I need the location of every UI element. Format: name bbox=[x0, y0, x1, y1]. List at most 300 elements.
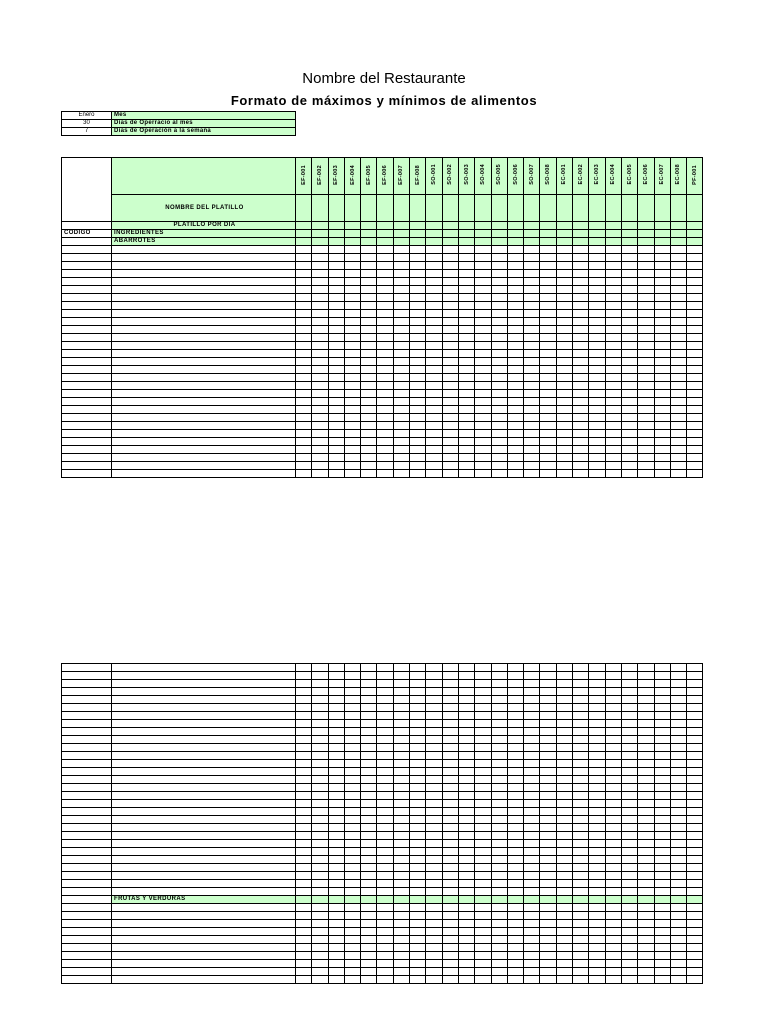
quantity-cell[interactable] bbox=[556, 728, 572, 736]
quantity-cell[interactable] bbox=[442, 262, 458, 270]
quantity-cell[interactable] bbox=[393, 230, 409, 238]
quantity-cell[interactable] bbox=[670, 270, 686, 278]
quantity-cell[interactable] bbox=[573, 816, 589, 824]
ingredient-cell[interactable] bbox=[112, 398, 296, 406]
quantity-cell[interactable] bbox=[556, 398, 572, 406]
quantity-cell[interactable] bbox=[442, 334, 458, 342]
quantity-cell[interactable] bbox=[491, 382, 507, 390]
quantity-cell[interactable] bbox=[377, 760, 393, 768]
quantity-cell[interactable] bbox=[393, 310, 409, 318]
quantity-cell[interactable] bbox=[344, 728, 360, 736]
quantity-cell[interactable] bbox=[491, 704, 507, 712]
quantity-cell[interactable] bbox=[491, 262, 507, 270]
quantity-cell[interactable] bbox=[524, 430, 540, 438]
quantity-cell[interactable] bbox=[605, 278, 621, 286]
quantity-cell[interactable] bbox=[687, 366, 703, 374]
dish-name-cell[interactable] bbox=[442, 195, 458, 222]
quantity-cell[interactable] bbox=[312, 238, 328, 246]
quantity-cell[interactable] bbox=[328, 318, 344, 326]
quantity-cell[interactable] bbox=[573, 720, 589, 728]
quantity-cell[interactable] bbox=[589, 872, 605, 880]
quantity-cell[interactable] bbox=[621, 278, 637, 286]
quantity-cell[interactable] bbox=[475, 334, 491, 342]
quantity-cell[interactable] bbox=[621, 438, 637, 446]
quantity-cell[interactable] bbox=[377, 968, 393, 976]
quantity-cell[interactable] bbox=[410, 704, 426, 712]
quantity-cell[interactable] bbox=[654, 720, 670, 728]
ingredient-cell[interactable] bbox=[112, 904, 296, 912]
code-cell[interactable] bbox=[62, 848, 112, 856]
quantity-cell[interactable] bbox=[621, 832, 637, 840]
quantity-cell[interactable] bbox=[410, 776, 426, 784]
quantity-cell[interactable] bbox=[312, 760, 328, 768]
quantity-cell[interactable] bbox=[573, 912, 589, 920]
quantity-cell[interactable] bbox=[670, 350, 686, 358]
quantity-cell[interactable] bbox=[589, 246, 605, 254]
quantity-cell[interactable] bbox=[296, 944, 312, 952]
quantity-cell[interactable] bbox=[361, 800, 377, 808]
quantity-cell[interactable] bbox=[426, 278, 442, 286]
ingredient-cell[interactable] bbox=[112, 696, 296, 704]
quantity-cell[interactable] bbox=[589, 462, 605, 470]
quantity-cell[interactable] bbox=[573, 270, 589, 278]
quantity-cell[interactable] bbox=[687, 864, 703, 872]
quantity-cell[interactable] bbox=[654, 840, 670, 848]
quantity-cell[interactable] bbox=[458, 904, 474, 912]
quantity-cell[interactable] bbox=[670, 760, 686, 768]
quantity-cell[interactable] bbox=[328, 286, 344, 294]
quantity-cell[interactable] bbox=[605, 752, 621, 760]
quantity-cell[interactable] bbox=[670, 728, 686, 736]
quantity-cell[interactable] bbox=[507, 350, 523, 358]
quantity-cell[interactable] bbox=[589, 840, 605, 848]
quantity-cell[interactable] bbox=[507, 342, 523, 350]
quantity-cell[interactable] bbox=[344, 928, 360, 936]
quantity-cell[interactable] bbox=[475, 270, 491, 278]
quantity-cell[interactable] bbox=[540, 904, 556, 912]
quantity-cell[interactable] bbox=[524, 856, 540, 864]
quantity-cell[interactable] bbox=[475, 318, 491, 326]
quantity-cell[interactable] bbox=[491, 318, 507, 326]
dish-name-cell[interactable] bbox=[426, 195, 442, 222]
quantity-cell[interactable] bbox=[361, 920, 377, 928]
code-cell[interactable] bbox=[62, 334, 112, 342]
quantity-cell[interactable] bbox=[377, 800, 393, 808]
quantity-cell[interactable] bbox=[377, 286, 393, 294]
quantity-cell[interactable] bbox=[507, 406, 523, 414]
quantity-cell[interactable] bbox=[328, 342, 344, 350]
quantity-cell[interactable] bbox=[638, 912, 654, 920]
quantity-cell[interactable] bbox=[458, 398, 474, 406]
quantity-cell[interactable] bbox=[524, 800, 540, 808]
quantity-cell[interactable] bbox=[507, 238, 523, 246]
quantity-cell[interactable] bbox=[296, 278, 312, 286]
quantity-cell[interactable] bbox=[361, 848, 377, 856]
code-cell[interactable] bbox=[62, 920, 112, 928]
quantity-cell[interactable] bbox=[475, 246, 491, 254]
quantity-cell[interactable] bbox=[687, 696, 703, 704]
quantity-cell[interactable] bbox=[589, 278, 605, 286]
quantity-cell[interactable] bbox=[687, 438, 703, 446]
quantity-cell[interactable] bbox=[670, 462, 686, 470]
quantity-cell[interactable] bbox=[621, 672, 637, 680]
quantity-cell[interactable] bbox=[328, 366, 344, 374]
quantity-cell[interactable] bbox=[687, 752, 703, 760]
quantity-cell[interactable] bbox=[458, 800, 474, 808]
month-value-cell[interactable]: Enero bbox=[62, 112, 112, 120]
code-cell[interactable] bbox=[62, 712, 112, 720]
quantity-cell[interactable] bbox=[524, 246, 540, 254]
quantity-cell[interactable] bbox=[312, 936, 328, 944]
quantity-cell[interactable] bbox=[638, 792, 654, 800]
quantity-cell[interactable] bbox=[605, 246, 621, 254]
quantity-cell[interactable] bbox=[605, 704, 621, 712]
quantity-cell[interactable] bbox=[654, 438, 670, 446]
quantity-cell[interactable] bbox=[344, 246, 360, 254]
quantity-cell[interactable] bbox=[589, 342, 605, 350]
quantity-cell[interactable] bbox=[638, 720, 654, 728]
quantity-cell[interactable] bbox=[491, 920, 507, 928]
quantity-cell[interactable] bbox=[377, 928, 393, 936]
quantity-cell[interactable] bbox=[426, 976, 442, 984]
quantity-cell[interactable] bbox=[475, 800, 491, 808]
quantity-cell[interactable] bbox=[524, 832, 540, 840]
code-cell[interactable] bbox=[62, 278, 112, 286]
quantity-cell[interactable] bbox=[296, 976, 312, 984]
quantity-cell[interactable] bbox=[296, 736, 312, 744]
quantity-cell[interactable] bbox=[687, 896, 703, 904]
quantity-cell[interactable] bbox=[344, 784, 360, 792]
quantity-cell[interactable] bbox=[393, 920, 409, 928]
quantity-cell[interactable] bbox=[328, 664, 344, 672]
quantity-cell[interactable] bbox=[524, 760, 540, 768]
quantity-cell[interactable] bbox=[654, 912, 670, 920]
ingredient-cell[interactable] bbox=[112, 438, 296, 446]
quantity-cell[interactable] bbox=[312, 704, 328, 712]
quantity-cell[interactable] bbox=[312, 446, 328, 454]
quantity-cell[interactable] bbox=[524, 294, 540, 302]
ingredient-cell[interactable] bbox=[112, 872, 296, 880]
quantity-cell[interactable] bbox=[621, 270, 637, 278]
quantity-cell[interactable] bbox=[524, 696, 540, 704]
quantity-cell[interactable] bbox=[296, 776, 312, 784]
quantity-cell[interactable] bbox=[426, 880, 442, 888]
quantity-cell[interactable] bbox=[426, 816, 442, 824]
quantity-cell[interactable] bbox=[670, 752, 686, 760]
ingredient-cell[interactable] bbox=[112, 768, 296, 776]
quantity-cell[interactable] bbox=[393, 262, 409, 270]
quantity-cell[interactable] bbox=[344, 768, 360, 776]
quantity-cell[interactable] bbox=[589, 664, 605, 672]
quantity-cell[interactable] bbox=[475, 262, 491, 270]
quantity-cell[interactable] bbox=[426, 960, 442, 968]
quantity-cell[interactable] bbox=[393, 976, 409, 984]
quantity-cell[interactable] bbox=[475, 784, 491, 792]
quantity-cell[interactable] bbox=[393, 768, 409, 776]
quantity-cell[interactable] bbox=[458, 896, 474, 904]
quantity-cell[interactable] bbox=[377, 254, 393, 262]
quantity-cell[interactable] bbox=[605, 446, 621, 454]
quantity-cell[interactable] bbox=[654, 712, 670, 720]
quantity-cell[interactable] bbox=[442, 968, 458, 976]
quantity-cell[interactable] bbox=[540, 326, 556, 334]
quantity-cell[interactable] bbox=[605, 928, 621, 936]
quantity-cell[interactable] bbox=[328, 374, 344, 382]
quantity-cell[interactable] bbox=[573, 704, 589, 712]
quantity-cell[interactable] bbox=[426, 904, 442, 912]
quantity-cell[interactable] bbox=[296, 390, 312, 398]
quantity-cell[interactable] bbox=[540, 246, 556, 254]
quantity-cell[interactable] bbox=[573, 952, 589, 960]
quantity-cell[interactable] bbox=[442, 672, 458, 680]
quantity-cell[interactable] bbox=[638, 816, 654, 824]
quantity-cell[interactable] bbox=[312, 744, 328, 752]
quantity-cell[interactable] bbox=[458, 230, 474, 238]
quantity-cell[interactable] bbox=[507, 952, 523, 960]
code-cell[interactable] bbox=[62, 720, 112, 728]
quantity-cell[interactable] bbox=[361, 302, 377, 310]
quantity-cell[interactable] bbox=[605, 414, 621, 422]
quantity-cell[interactable] bbox=[426, 720, 442, 728]
quantity-cell[interactable] bbox=[426, 390, 442, 398]
quantity-cell[interactable] bbox=[296, 896, 312, 904]
quantity-cell[interactable] bbox=[377, 680, 393, 688]
code-cell[interactable] bbox=[62, 672, 112, 680]
quantity-cell[interactable] bbox=[377, 246, 393, 254]
quantity-cell[interactable] bbox=[670, 832, 686, 840]
quantity-cell[interactable] bbox=[458, 728, 474, 736]
quantity-cell[interactable] bbox=[621, 848, 637, 856]
quantity-cell[interactable] bbox=[328, 672, 344, 680]
quantity-cell[interactable] bbox=[442, 446, 458, 454]
quantity-cell[interactable] bbox=[312, 840, 328, 848]
quantity-cell[interactable] bbox=[410, 688, 426, 696]
quantity-cell[interactable] bbox=[491, 824, 507, 832]
quantity-cell[interactable] bbox=[344, 904, 360, 912]
quantity-cell[interactable] bbox=[605, 270, 621, 278]
quantity-cell[interactable] bbox=[312, 664, 328, 672]
dish-name-cell[interactable] bbox=[670, 195, 686, 222]
quantity-cell[interactable] bbox=[589, 326, 605, 334]
quantity-cell[interactable] bbox=[442, 912, 458, 920]
quantity-cell[interactable] bbox=[540, 776, 556, 784]
quantity-cell[interactable] bbox=[589, 366, 605, 374]
quantity-cell[interactable] bbox=[377, 366, 393, 374]
quantity-cell[interactable] bbox=[605, 968, 621, 976]
quantity-cell[interactable] bbox=[491, 808, 507, 816]
quantity-cell[interactable] bbox=[296, 454, 312, 462]
quantity-cell[interactable] bbox=[475, 888, 491, 896]
quantity-cell[interactable] bbox=[312, 270, 328, 278]
quantity-cell[interactable] bbox=[491, 230, 507, 238]
quantity-cell[interactable] bbox=[670, 768, 686, 776]
quantity-cell[interactable] bbox=[621, 776, 637, 784]
quantity-cell[interactable] bbox=[491, 294, 507, 302]
ingredient-cell[interactable] bbox=[112, 334, 296, 342]
quantity-cell[interactable] bbox=[475, 712, 491, 720]
quantity-cell[interactable] bbox=[328, 736, 344, 744]
quantity-cell[interactable] bbox=[296, 310, 312, 318]
quantity-cell[interactable] bbox=[589, 784, 605, 792]
quantity-cell[interactable] bbox=[312, 856, 328, 864]
quantity-cell[interactable] bbox=[605, 398, 621, 406]
quantity-cell[interactable] bbox=[377, 342, 393, 350]
quantity-cell[interactable] bbox=[393, 350, 409, 358]
dish-name-cell[interactable] bbox=[605, 195, 621, 222]
quantity-cell[interactable] bbox=[540, 712, 556, 720]
quantity-cell[interactable] bbox=[410, 880, 426, 888]
code-cell[interactable] bbox=[62, 728, 112, 736]
code-cell[interactable] bbox=[62, 944, 112, 952]
quantity-cell[interactable] bbox=[573, 896, 589, 904]
quantity-cell[interactable] bbox=[296, 920, 312, 928]
quantity-cell[interactable] bbox=[507, 776, 523, 784]
quantity-cell[interactable] bbox=[687, 286, 703, 294]
quantity-cell[interactable] bbox=[621, 792, 637, 800]
quantity-cell[interactable] bbox=[573, 358, 589, 366]
quantity-cell[interactable] bbox=[442, 688, 458, 696]
quantity-cell[interactable] bbox=[393, 952, 409, 960]
quantity-cell[interactable] bbox=[458, 976, 474, 984]
quantity-cell[interactable] bbox=[540, 784, 556, 792]
quantity-cell[interactable] bbox=[638, 262, 654, 270]
quantity-cell[interactable] bbox=[426, 454, 442, 462]
quantity-cell[interactable] bbox=[410, 446, 426, 454]
quantity-cell[interactable] bbox=[573, 840, 589, 848]
quantity-cell[interactable] bbox=[507, 358, 523, 366]
quantity-cell[interactable] bbox=[458, 334, 474, 342]
quantity-cell[interactable] bbox=[442, 760, 458, 768]
quantity-cell[interactable] bbox=[458, 310, 474, 318]
quantity-cell[interactable] bbox=[410, 294, 426, 302]
quantity-cell[interactable] bbox=[475, 920, 491, 928]
dish-name-cell[interactable] bbox=[312, 195, 328, 222]
code-cell[interactable] bbox=[62, 936, 112, 944]
quantity-cell[interactable] bbox=[573, 880, 589, 888]
quantity-cell[interactable] bbox=[328, 406, 344, 414]
quantity-cell[interactable] bbox=[442, 896, 458, 904]
quantity-cell[interactable] bbox=[687, 720, 703, 728]
quantity-cell[interactable] bbox=[361, 704, 377, 712]
quantity-cell[interactable] bbox=[393, 342, 409, 350]
quantity-cell[interactable] bbox=[540, 792, 556, 800]
quantity-cell[interactable] bbox=[361, 254, 377, 262]
quantity-cell[interactable] bbox=[589, 238, 605, 246]
quantity-cell[interactable] bbox=[426, 800, 442, 808]
quantity-cell[interactable] bbox=[410, 808, 426, 816]
quantity-cell[interactable] bbox=[393, 688, 409, 696]
code-cell[interactable] bbox=[62, 664, 112, 672]
quantity-cell[interactable] bbox=[524, 768, 540, 776]
quantity-cell[interactable] bbox=[491, 470, 507, 478]
quantity-cell[interactable] bbox=[687, 912, 703, 920]
quantity-cell[interactable] bbox=[393, 776, 409, 784]
quantity-cell[interactable] bbox=[442, 302, 458, 310]
quantity-cell[interactable] bbox=[491, 254, 507, 262]
quantity-cell[interactable] bbox=[426, 262, 442, 270]
dish-name-cell[interactable] bbox=[507, 195, 523, 222]
quantity-cell[interactable] bbox=[296, 720, 312, 728]
quantity-cell[interactable] bbox=[605, 816, 621, 824]
quantity-cell[interactable] bbox=[556, 358, 572, 366]
quantity-cell[interactable] bbox=[638, 278, 654, 286]
quantity-cell[interactable] bbox=[377, 462, 393, 470]
quantity-cell[interactable] bbox=[361, 286, 377, 294]
dish-name-cell[interactable] bbox=[687, 195, 703, 222]
quantity-cell[interactable] bbox=[638, 382, 654, 390]
ingredient-cell[interactable] bbox=[112, 680, 296, 688]
quantity-cell[interactable] bbox=[312, 406, 328, 414]
quantity-cell[interactable] bbox=[344, 680, 360, 688]
quantity-cell[interactable] bbox=[475, 422, 491, 430]
quantity-cell[interactable] bbox=[524, 936, 540, 944]
quantity-cell[interactable] bbox=[524, 470, 540, 478]
quantity-cell[interactable] bbox=[524, 270, 540, 278]
quantity-cell[interactable] bbox=[344, 824, 360, 832]
quantity-cell[interactable] bbox=[491, 952, 507, 960]
quantity-cell[interactable] bbox=[507, 880, 523, 888]
quantity-cell[interactable] bbox=[507, 326, 523, 334]
quantity-cell[interactable] bbox=[475, 326, 491, 334]
quantity-cell[interactable] bbox=[573, 438, 589, 446]
quantity-cell[interactable] bbox=[556, 792, 572, 800]
quantity-cell[interactable] bbox=[524, 286, 540, 294]
quantity-cell[interactable] bbox=[654, 302, 670, 310]
quantity-cell[interactable] bbox=[361, 430, 377, 438]
quantity-cell[interactable] bbox=[621, 744, 637, 752]
quantity-cell[interactable] bbox=[605, 880, 621, 888]
quantity-cell[interactable] bbox=[328, 912, 344, 920]
quantity-cell[interactable] bbox=[540, 688, 556, 696]
quantity-cell[interactable] bbox=[540, 446, 556, 454]
quantity-cell[interactable] bbox=[524, 816, 540, 824]
quantity-cell[interactable] bbox=[621, 688, 637, 696]
quantity-cell[interactable] bbox=[524, 672, 540, 680]
quantity-cell[interactable] bbox=[442, 326, 458, 334]
quantity-cell[interactable] bbox=[491, 776, 507, 784]
quantity-cell[interactable] bbox=[442, 776, 458, 784]
quantity-cell[interactable] bbox=[361, 696, 377, 704]
quantity-cell[interactable] bbox=[410, 768, 426, 776]
quantity-cell[interactable] bbox=[524, 912, 540, 920]
quantity-cell[interactable] bbox=[621, 294, 637, 302]
code-cell[interactable] bbox=[62, 406, 112, 414]
quantity-cell[interactable] bbox=[344, 390, 360, 398]
quantity-cell[interactable] bbox=[670, 438, 686, 446]
quantity-cell[interactable] bbox=[393, 712, 409, 720]
quantity-cell[interactable] bbox=[426, 928, 442, 936]
quantity-cell[interactable] bbox=[344, 832, 360, 840]
quantity-cell[interactable] bbox=[475, 390, 491, 398]
quantity-cell[interactable] bbox=[573, 680, 589, 688]
quantity-cell[interactable] bbox=[654, 358, 670, 366]
quantity-cell[interactable] bbox=[605, 920, 621, 928]
quantity-cell[interactable] bbox=[556, 342, 572, 350]
quantity-cell[interactable] bbox=[638, 350, 654, 358]
quantity-cell[interactable] bbox=[296, 688, 312, 696]
quantity-cell[interactable] bbox=[605, 808, 621, 816]
quantity-cell[interactable] bbox=[654, 816, 670, 824]
quantity-cell[interactable] bbox=[638, 776, 654, 784]
ingredient-cell[interactable] bbox=[112, 800, 296, 808]
quantity-cell[interactable] bbox=[605, 230, 621, 238]
quantity-cell[interactable] bbox=[540, 928, 556, 936]
quantity-cell[interactable] bbox=[296, 374, 312, 382]
quantity-cell[interactable] bbox=[410, 976, 426, 984]
quantity-cell[interactable] bbox=[296, 904, 312, 912]
quantity-cell[interactable] bbox=[328, 414, 344, 422]
quantity-cell[interactable] bbox=[475, 230, 491, 238]
